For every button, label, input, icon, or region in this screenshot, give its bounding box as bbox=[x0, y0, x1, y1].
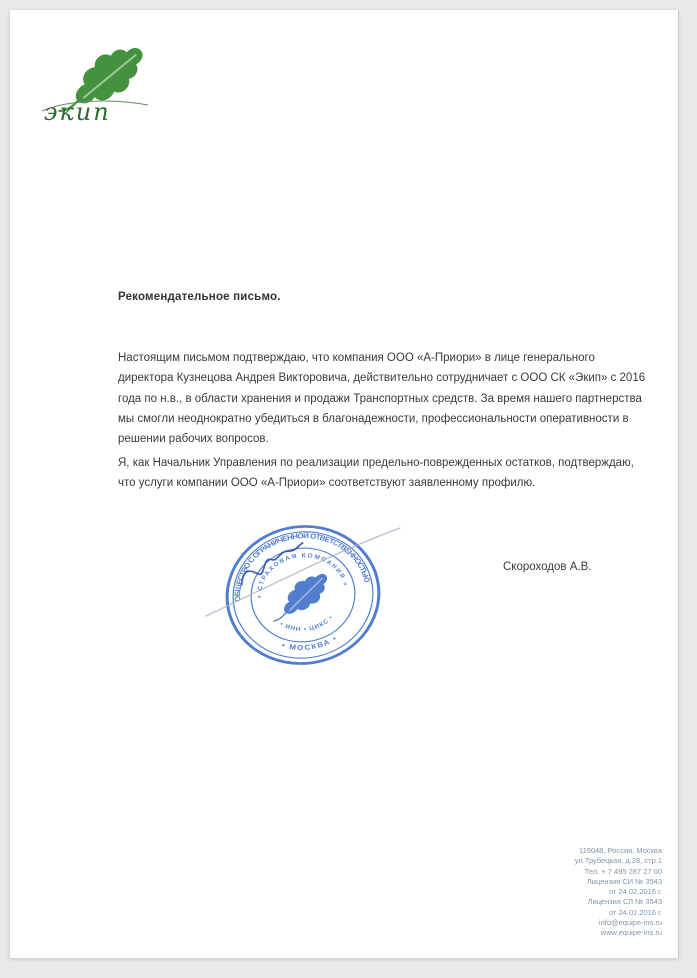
paragraph-line: Я, как Начальник Управления по реализации предельно-поврежденных остатков, подтверждаю, bbox=[118, 457, 634, 469]
letter-paragraph-1 bbox=[118, 348, 666, 449]
footer-line: info@equipe-ins.ru bbox=[598, 918, 662, 928]
paragraph-line: директора Кузнецова Андрея Викторовича, действительно сотрудничает с ООО СК «Экип» с 2016 bbox=[118, 372, 646, 385]
brand-wordmark: экип bbox=[44, 98, 111, 126]
paragraph-line: что услуги компании ООО «А-Приори» соответствуют заявленному профилю. bbox=[118, 477, 536, 490]
letter-heading: Рекомендательное письмо. bbox=[118, 291, 281, 303]
paragraph-line: Настоящим письмом подтверждаю, что компания ООО «А-Приори» в лице генерального bbox=[118, 352, 595, 364]
signature-name: Скороходов А.В. bbox=[503, 561, 592, 573]
paragraph-line: решении рабочих вопросов. bbox=[118, 433, 269, 446]
footer-line: www.equipe-ins.ru bbox=[600, 928, 662, 938]
footer-line: от 24.02.2016 г. bbox=[608, 907, 662, 917]
stamp-inner-top-text: « СТРАХОВАЯ КОМПАНИЯ » bbox=[255, 552, 350, 599]
company-logo bbox=[40, 24, 180, 144]
paragraph-line: года по н.в., в области хранения и продажи Транспортных средств. За время нашего партнерства bbox=[118, 392, 642, 405]
footer-line: Лицензия СИ № 3543 bbox=[586, 876, 662, 886]
footer-line: Тел. + 7 495 287 27 00 bbox=[584, 866, 662, 876]
stamp-outer-top-text: ОБЩЕСТВО С ОГРАНИЧЕННОЙ ОТВЕТСТВЕННОСТЬЮ bbox=[232, 531, 373, 602]
footer-line: Лицензия СЛ № 3543 bbox=[587, 897, 662, 907]
stamp-inner-bottom-text: • ИНН • ЦИКС • bbox=[278, 614, 336, 634]
footer-line: ул.Трубецкая, д.28, стр.1 bbox=[574, 856, 662, 866]
stamp-outer-bottom-text: • МОСКВА • bbox=[280, 633, 340, 652]
letter-page bbox=[10, 10, 678, 958]
paragraph-line: мы смогли неоднократно убедиться в благонадежности, профессиональности оперативности в bbox=[118, 412, 629, 425]
signature-pen-stroke bbox=[200, 518, 405, 623]
footer-line: от 24.02.2016 г. bbox=[608, 887, 662, 897]
footer-line: 119048, Россия, Москва bbox=[578, 846, 662, 855]
letter-paragraph-2 bbox=[118, 453, 666, 494]
footer-contact-block bbox=[575, 846, 662, 939]
